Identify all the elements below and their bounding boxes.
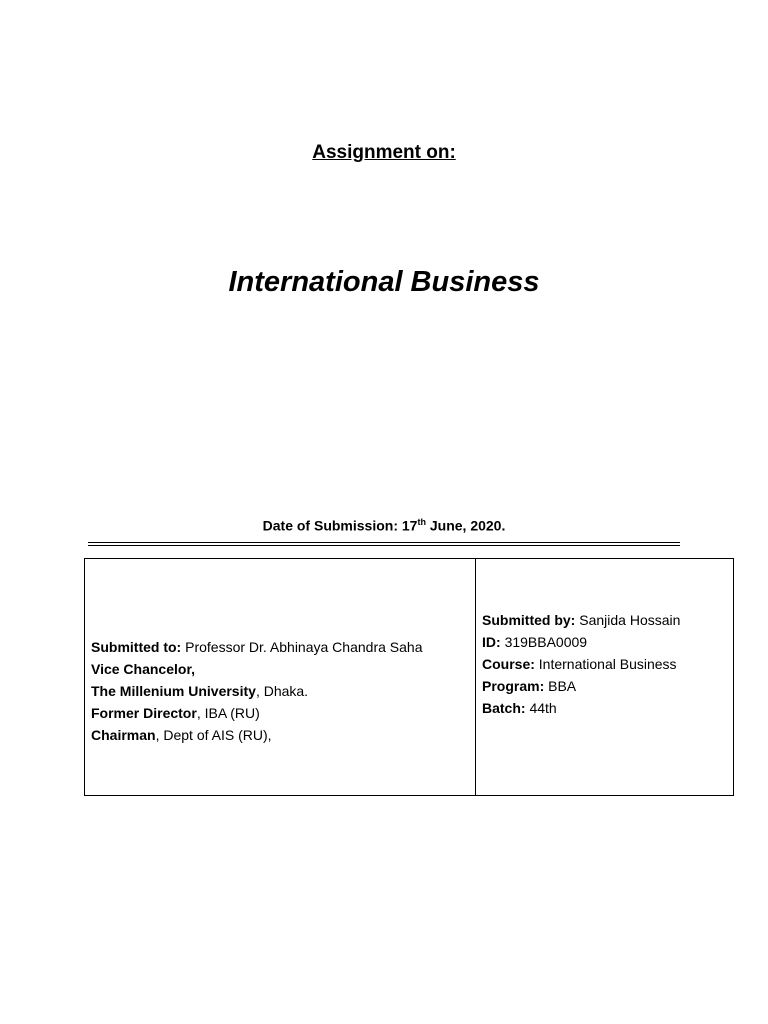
submitted-to-label: Submitted to: <box>91 639 182 655</box>
submission-day: 17 <box>401 517 418 534</box>
course-label: Course: <box>482 656 535 672</box>
submission-date-label: Date of Submission: <box>262 517 398 534</box>
university-line <box>91 680 469 702</box>
former-director-label: Former Director <box>91 705 197 721</box>
former-director-line <box>91 702 469 724</box>
student-id-line <box>482 631 727 653</box>
submitted-by-cell <box>476 559 734 796</box>
program-label: Program: <box>482 678 545 694</box>
batch-value: 44th <box>529 700 557 716</box>
submitted-by-label: Submitted by: <box>482 612 576 628</box>
submission-info-table <box>84 558 734 796</box>
chairman-line <box>91 724 469 746</box>
university-name: The Millenium University <box>91 683 256 699</box>
chairman-value: , Dept of AIS (RU), <box>155 727 272 743</box>
program-value: BBA <box>548 678 577 694</box>
chairman-label: Chairman <box>91 727 156 743</box>
submission-month-year: June, 2020. <box>429 517 506 534</box>
submitted-to-name: Professor Dr. Abhinaya Chandra Saha <box>185 639 423 655</box>
document-title: International Business <box>228 266 540 298</box>
submission-date <box>0 517 768 534</box>
submitted-to-line <box>91 636 469 658</box>
submitted-by-name: Sanjida Hossain <box>579 612 681 628</box>
course-value: International Business <box>538 656 677 672</box>
student-id-value: 319BBA0009 <box>504 634 588 650</box>
course-line <box>482 653 727 675</box>
vice-chancelor-line: Vice Chancelor, <box>91 661 196 677</box>
assignment-heading: Assignment on: <box>312 142 456 163</box>
batch-label: Batch: <box>482 700 526 716</box>
student-id-label: ID: <box>482 634 501 650</box>
submitted-by-line <box>482 609 727 631</box>
submitted-to-cell <box>85 559 476 796</box>
batch-line <box>482 697 727 719</box>
submission-day-suffix: th <box>417 517 426 527</box>
former-director-value: , IBA (RU) <box>196 705 260 721</box>
university-location: , Dhaka. <box>255 683 309 699</box>
program-line <box>482 675 727 697</box>
double-rule-divider <box>88 542 680 546</box>
